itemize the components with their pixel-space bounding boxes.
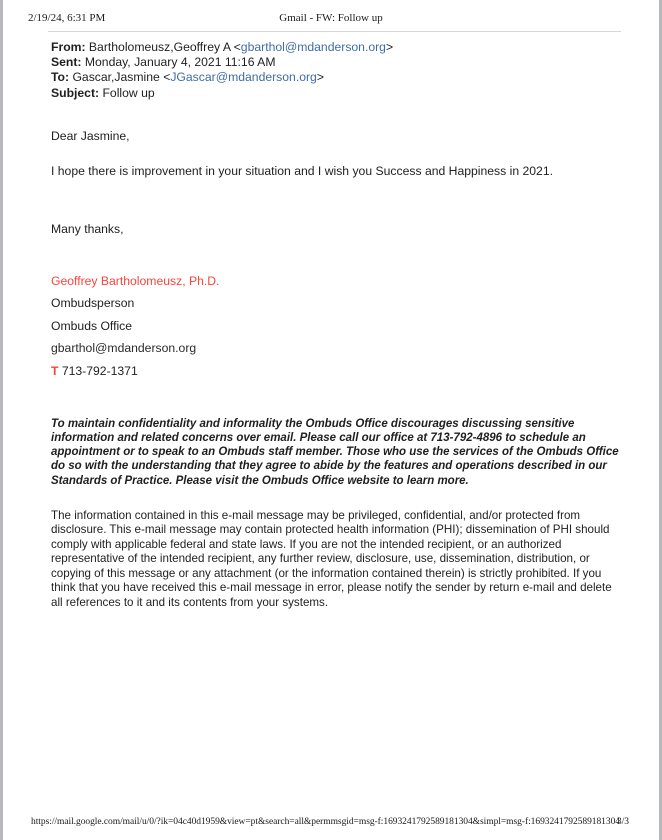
sent-label: Sent: — [51, 55, 82, 70]
print-footer-page-number: 3/3 — [616, 817, 629, 827]
from-label: From: — [51, 40, 86, 54]
envelope-row-subject — [51, 86, 621, 101]
signature-office: Ombuds Office — [51, 318, 133, 333]
to-email-link[interactable]: JGascar@mdanderson.org — [170, 70, 317, 85]
to-label: To: — [51, 70, 70, 85]
ombuds-notice: To maintain confidentiality and informality the Ombuds Office discourages discussing sensitive information and related concerns over email. Please call our office at 713-792-4896 to schedule an appointment or to speak to an Ombuds staff member. Those who use the services of the Ombuds Office do so with the understanding that they agree to abide by the features and operations described in our Standards of Practice. Please visit the Ombuds Office website to learn more. — [51, 417, 619, 487]
signature-phone — [51, 364, 621, 379]
from-email-link[interactable]: gbarthol@mdanderson.org — [240, 40, 386, 54]
envelope-row-sent — [51, 55, 621, 70]
email-content — [51, 40, 621, 610]
envelope-row-to — [51, 70, 621, 85]
print-header-timestamp: 2/19/24, 6:31 PM — [28, 12, 106, 24]
sent-value: Monday, January 4, 2021 11:16 AM — [84, 55, 276, 70]
subject-value: Follow up — [102, 85, 155, 100]
message-closing: Many thanks, — [51, 221, 124, 236]
print-footer-url: https://mail.google.com/mail/u/0/?ik=04c40d1959&view=pt&search=all&permmsgid=msg-f:1693241792589181304&simpl=msg-f:1693241792589181304 — [31, 817, 620, 827]
to-name: Gascar,Jasmine < — [72, 70, 171, 85]
legal-notice: The information contained in this e-mail message may be privileged, confidential, and/or protected from disclosure. This e-mail message may contain protected health information (PHI); dissemination of PHI should comply with applicable federal and state laws. If you are not the intended recipient, or an authorized representative of the intended recipient, any further review, disclosure, use, dissemination, distribution, or copying of this message or any attachment (or the information contained therein) is strictly prohibited. If you think that you have received this e-mail message in error, please notify the sender by return e-mail and delete all references to it and its contents from your systems. — [51, 508, 612, 609]
envelope-row-from — [51, 40, 621, 55]
signature-phone-label: T — [51, 363, 59, 378]
print-footer — [3, 815, 659, 829]
from-name: Bartholomeusz,Geoffrey A < — [88, 40, 241, 54]
message-paragraph: I hope there is improvement in your situation and I wish you Success and Happiness in 2021. — [51, 163, 554, 178]
message-spacer — [51, 199, 621, 222]
to-close-bracket: > — [316, 70, 324, 85]
email-signature — [51, 274, 621, 379]
message-greeting: Dear Jasmine, — [51, 128, 130, 143]
header-divider — [48, 31, 621, 32]
signature-name: Geoffrey Bartholomeusz, Ph.D. — [51, 273, 220, 288]
from-close-bracket: > — [385, 40, 394, 54]
signature-title: Ombudsperson — [51, 296, 135, 311]
signature-phone-number: 713-792-1371 — [61, 363, 138, 378]
print-header-title: Gmail - FW: Follow up — [279, 12, 383, 24]
print-header — [3, 11, 659, 25]
email-envelope-headers — [51, 40, 621, 101]
signature-email[interactable]: gbarthol@mdanderson.org — [51, 341, 197, 356]
message-body — [51, 129, 621, 237]
subject-label: Subject: — [51, 85, 100, 100]
